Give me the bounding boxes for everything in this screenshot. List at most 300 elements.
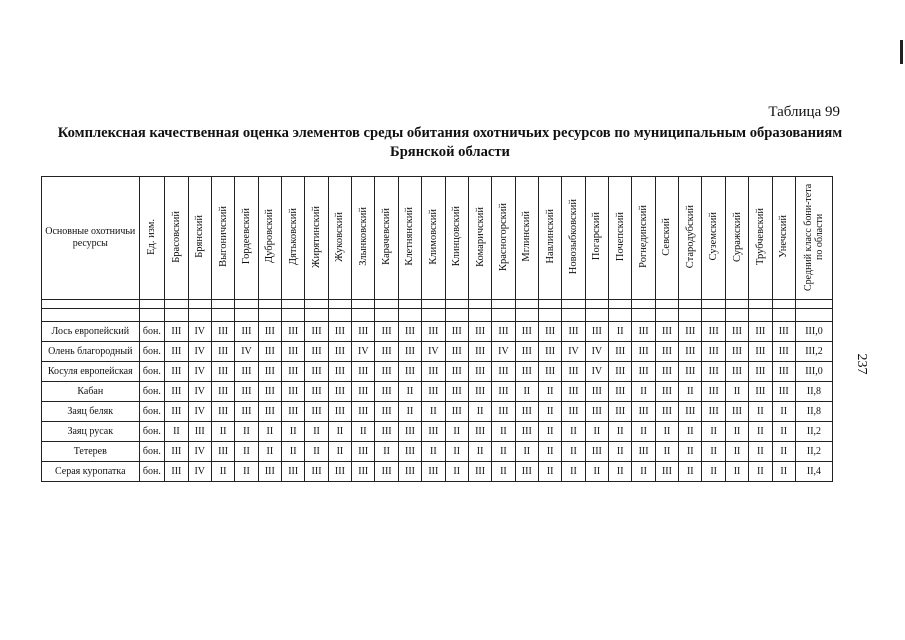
unit-cell: бон. [139,462,165,482]
district-header-text: Климовский [427,208,439,265]
bonitet-cell: II [235,422,258,442]
bonitet-cell: III [468,382,491,402]
resource-name-cell: Заяц беляк [42,402,140,422]
empty-cell [258,309,281,322]
bonitet-cell: III [749,382,772,402]
bonitet-cell: III [492,382,515,402]
bonitet-cell: III [515,422,538,442]
average-cell: II,2 [795,442,832,462]
table-row [42,382,833,402]
bonitet-cell: III [679,402,702,422]
district-header-text: Унечский [778,215,790,258]
bonitet-cell: II [679,382,702,402]
district-header-text: Мглинский [521,211,533,262]
bonitet-cell: III [538,322,561,342]
district-header-text: Суземский [708,212,720,261]
empty-cell [749,309,772,322]
bonitet-cell: III [235,402,258,422]
bonitet-cell: II [305,442,328,462]
bonitet-cell: III [538,342,561,362]
unit-cell: бон. [139,342,165,362]
empty-cell [679,300,702,309]
bonitet-cell: II [609,322,632,342]
empty-cell [679,309,702,322]
bonitet-cell: III [398,342,421,362]
bonitet-cell: III [235,362,258,382]
empty-cell [282,300,305,309]
bonitet-cell: III [328,362,351,382]
bonitet-cell: III [375,322,398,342]
bonitet-cell: III [702,322,725,342]
separator-row [42,300,833,309]
bonitet-cell: III [305,322,328,342]
bonitet-cell: III [679,342,702,362]
table-row [42,442,833,462]
district-header [772,177,795,300]
bonitet-cell: II [749,402,772,422]
empty-cell [632,309,655,322]
bonitet-cell: III [282,402,305,422]
bonitet-cell: III [165,462,188,482]
bonitet-cell: IV [235,342,258,362]
bonitet-cell: III [282,362,305,382]
empty-cell [42,300,140,309]
empty-cell [328,300,351,309]
empty-cell [468,300,491,309]
bonitet-cell: III [445,382,468,402]
district-header-text: Дятьковский [287,207,299,266]
empty-cell [609,300,632,309]
district-header-text: Почепский [614,211,626,262]
bonitet-cell: III [585,402,608,422]
bonitet-cell: II [609,442,632,462]
bonitet-cell: IV [188,342,211,362]
average-cell: II,8 [795,402,832,422]
district-header-text: Брянский [194,215,206,258]
district-header [538,177,561,300]
bonitet-cell: III [398,442,421,462]
bonitet-cell: III [352,442,375,462]
bonitet-cell: III [609,342,632,362]
bonitet-cell: III [749,322,772,342]
bonitet-cell: II [655,422,678,442]
bonitet-cell: IV [585,342,608,362]
unit-column-header [139,177,165,300]
bonitet-cell: III [305,382,328,402]
district-header-text: Трубчевский [754,207,766,266]
bonitet-cell: IV [492,342,515,362]
empty-cell [772,309,795,322]
unit-header-text: Ед. изм. [146,218,158,255]
bonitet-cell: II [772,422,795,442]
bonitet-cell: III [375,362,398,382]
empty-cell [139,309,165,322]
empty-cell [211,300,234,309]
bonitet-cell: II [749,442,772,462]
bonitet-cell: III [165,382,188,402]
bonitet-cell: III [165,402,188,422]
resource-name-cell: Лось европейский [42,322,140,342]
empty-cell [562,309,585,322]
bonitet-cell: IV [352,342,375,362]
bonitet-cell: III [655,382,678,402]
unit-cell: бон. [139,442,165,462]
empty-cell [235,309,258,322]
bonitet-cell: III [188,422,211,442]
bonitet-cell: II [609,422,632,442]
unit-cell: бон. [139,382,165,402]
bonitet-cell: III [422,422,445,442]
district-header-text: Брасовский [170,210,182,263]
bonitet-cell: II [585,462,608,482]
table-label: Таблица 99 [768,104,840,120]
empty-cell [655,300,678,309]
bonitet-cell: III [282,322,305,342]
bonitet-cell: II [538,402,561,422]
district-header [679,177,702,300]
district-header-text: Новозыбковский [568,198,579,275]
unit-cell: бон. [139,322,165,342]
bonitet-cell: III [725,322,748,342]
bonitet-cell: III [305,402,328,422]
district-header-text: Выгоничский [217,206,229,267]
bonitet-cell: III [725,342,748,362]
bonitet-cell: II [258,442,281,462]
bonitet-cell: II [538,422,561,442]
district-header [375,177,398,300]
resource-column-header: Основные охотничьи ресурсы [42,177,140,300]
table-row [42,342,833,362]
empty-cell [211,309,234,322]
bonitet-cell: III [375,342,398,362]
bonitet-cell: II [445,462,468,482]
bonitet-cell: III [398,422,421,442]
bonitet-cell: II [468,402,491,422]
bonitet-cell: III [258,462,281,482]
bonitet-cell: III [235,382,258,402]
empty-cell [282,309,305,322]
average-cell: III,2 [795,342,832,362]
average-cell: III,0 [795,322,832,342]
district-header [352,177,375,300]
empty-cell [42,309,140,322]
bonitet-cell: III [235,322,258,342]
bonitet-cell: III [375,422,398,442]
district-header [445,177,468,300]
header-row [42,177,833,300]
district-header-text: Клинцовский [451,206,463,267]
bonitet-cell: II [702,442,725,462]
bonitet-cell: II [725,382,748,402]
bonitet-cell: III [655,462,678,482]
empty-cell [468,309,491,322]
bonitet-cell: II [445,442,468,462]
bonitet-cell: II [562,462,585,482]
empty-cell [235,300,258,309]
bonitet-cell: III [211,342,234,362]
bonitet-cell: II [398,402,421,422]
bonitet-cell: II [492,422,515,442]
empty-cell [139,300,165,309]
resource-name-cell: Заяц русак [42,422,140,442]
bonitet-cell: III [328,322,351,342]
bonitet-cell: III [282,342,305,362]
bonitet-cell: III [398,362,421,382]
bonitet-cell: III [328,382,351,402]
bonitet-cell: III [632,442,655,462]
bonitet-cell: III [468,342,491,362]
district-header [655,177,678,300]
district-header-text: Суражский [731,211,743,262]
resource-name-cell: Тетерев [42,442,140,462]
empty-cell [772,300,795,309]
bonitet-cell: IV [188,462,211,482]
average-cell: II,2 [795,422,832,442]
bonitet-cell: II [538,462,561,482]
bonitet-cell: III [702,362,725,382]
district-header-text: Стародубский [684,204,696,269]
district-header [211,177,234,300]
bonitet-cell: IV [585,362,608,382]
bonitet-cell: III [352,322,375,342]
bonitet-cell: III [492,402,515,422]
bonitet-cell: III [655,342,678,362]
empty-cell [632,300,655,309]
bonitet-cell: III [352,462,375,482]
empty-cell [352,309,375,322]
bonitet-cell: II [632,422,655,442]
district-header-text: Красногорский [497,202,509,271]
empty-cell [165,309,188,322]
bonitet-cell: IV [562,342,585,362]
bonitet-cell: II [328,442,351,462]
empty-cell [609,309,632,322]
bonitet-cell: II [515,442,538,462]
bonitet-cell: III [492,322,515,342]
empty-cell [538,300,561,309]
district-header [165,177,188,300]
bonitet-cell: III [305,462,328,482]
bonitet-cell: II [562,442,585,462]
bonitet-cell: II [468,442,491,462]
empty-cell [585,309,608,322]
empty-cell [795,309,832,322]
bonitet-cell: III [445,342,468,362]
district-header [282,177,305,300]
bonitet-cell: III [632,362,655,382]
bonitet-cell: II [211,462,234,482]
bonitet-cell: III [515,322,538,342]
district-header [702,177,725,300]
bonitet-cell: III [492,362,515,382]
district-header [749,177,772,300]
bonitet-cell: III [609,402,632,422]
bonitet-cell: III [445,402,468,422]
district-header [492,177,515,300]
bonitet-cell: II [772,442,795,462]
empty-cell [375,309,398,322]
district-header-text: Клетнянский [404,207,416,266]
district-header-text: Погарский [591,212,603,261]
bonitet-cell: III [632,342,655,362]
bonitet-cell: II [235,442,258,462]
bonitet-cell: III [772,362,795,382]
empty-cell [165,300,188,309]
bonitet-cell: III [422,322,445,342]
bonitet-cell: III [328,342,351,362]
bonitet-cell: III [445,322,468,342]
average-header-text: Средний класс бони-тета по области [802,182,825,291]
bonitet-cell: III [165,362,188,382]
bonitet-cell: II [492,462,515,482]
bonitet-cell: II [328,422,351,442]
bonitet-cell: III [679,362,702,382]
empty-cell [258,300,281,309]
district-header [515,177,538,300]
page-number: 237 [854,353,869,375]
bonitet-cell: II [632,382,655,402]
table-row [42,322,833,342]
district-header [258,177,281,300]
bonitet-cell: III [725,362,748,382]
bonitet-cell: IV [188,362,211,382]
empty-cell [188,309,211,322]
empty-cell [749,300,772,309]
bonitet-cell: II [422,402,445,422]
bonitet-cell: II [679,422,702,442]
empty-cell [422,309,445,322]
unit-cell: бон. [139,402,165,422]
bonitet-cell: II [352,422,375,442]
bonitet-cell: III [655,322,678,342]
bonitet-cell: III [305,342,328,362]
bonitet-cell: II [725,462,748,482]
bonitet-cell: II [375,442,398,462]
empty-cell [725,309,748,322]
district-header-text: Гордеевский [240,208,252,265]
empty-cell [702,309,725,322]
bonitet-cell: III [655,362,678,382]
district-header [235,177,258,300]
resource-name-cell: Кабан [42,382,140,402]
bonitet-cell: III [282,382,305,402]
district-header [305,177,328,300]
bonitet-cell: II [679,462,702,482]
district-header-text: Карачевский [381,208,393,265]
table-row [42,402,833,422]
bonitet-cell: II [725,422,748,442]
bonitet-cell: II [305,422,328,442]
empty-cell [515,300,538,309]
bonitet-cell: III [375,382,398,402]
bonitet-cell: III [422,362,445,382]
district-header-text: Рогнединский [638,205,650,268]
bonitet-cell: II [655,442,678,462]
district-header-text: Навлинский [544,209,556,264]
district-header-text: Жуковский [334,211,346,262]
bonitet-cell: III [258,382,281,402]
bonitet-cell: III [562,322,585,342]
bonitet-cell: II [702,462,725,482]
bonitet-cell: III [282,462,305,482]
bonitet-cell: III [211,362,234,382]
bonitet-cell: II [515,382,538,402]
bonitet-cell: III [422,382,445,402]
empty-cell [328,309,351,322]
district-header [188,177,211,300]
bonitet-cell: III [165,342,188,362]
empty-cell [398,309,421,322]
empty-cell [305,309,328,322]
empty-cell [422,300,445,309]
bonitet-cell: II [749,462,772,482]
empty-cell [445,309,468,322]
page-title: Комплексная качественная оценка элементов среды обитания охотничьих ресурсов по муниципальным образованиям Брянской области [57,125,843,160]
bonitet-cell: II [725,442,748,462]
average-column-header [795,177,832,300]
bonitet-cell: II [538,442,561,462]
district-header [609,177,632,300]
bonitet-cell: II [422,442,445,462]
bonitet-cell: III [468,462,491,482]
empty-cell [398,300,421,309]
bonitet-cell: III [375,402,398,422]
bonitet-cell: III [398,322,421,342]
bonitet-cell: III [328,462,351,482]
district-header-text: Злынковский [357,207,369,266]
unit-cell: бон. [139,362,165,382]
bonitet-cell: III [515,342,538,362]
bonitet-cell: III [468,362,491,382]
bonitet-cell: III [258,322,281,342]
bonitet-cell: III [702,402,725,422]
district-header-text: Комаричский [474,206,486,267]
bonitet-cell: III [515,462,538,482]
empty-cell [538,309,561,322]
bonitet-cell: II [632,462,655,482]
table-row [42,462,833,482]
bonitet-cell: III [772,342,795,362]
resource-name-cell: Серая куропатка [42,462,140,482]
district-header-text: Севский [661,217,673,256]
bonitet-cell: II [165,422,188,442]
resource-name-cell: Олень благородный [42,342,140,362]
bonitet-cell: III [398,462,421,482]
bonitet-cell: III [679,322,702,342]
bonitet-cell: II [235,462,258,482]
bonitet-cell: II [585,422,608,442]
empty-cell [585,300,608,309]
bonitet-cell: III [211,322,234,342]
bonitet-cell: II [211,422,234,442]
empty-cell [492,300,515,309]
bonitet-cell: II [679,442,702,462]
bonitet-cell: II [772,462,795,482]
spacer-row [42,309,833,322]
margin-bar [900,40,903,64]
bonitet-cell: III [585,382,608,402]
empty-cell [725,300,748,309]
empty-cell [305,300,328,309]
resource-name-cell: Косуля европейская [42,362,140,382]
bonitet-cell: III [749,342,772,362]
empty-cell [795,300,832,309]
district-header [398,177,421,300]
bonitet-cell: II [562,422,585,442]
district-header [422,177,445,300]
average-cell: II,8 [795,382,832,402]
table-row [42,422,833,442]
